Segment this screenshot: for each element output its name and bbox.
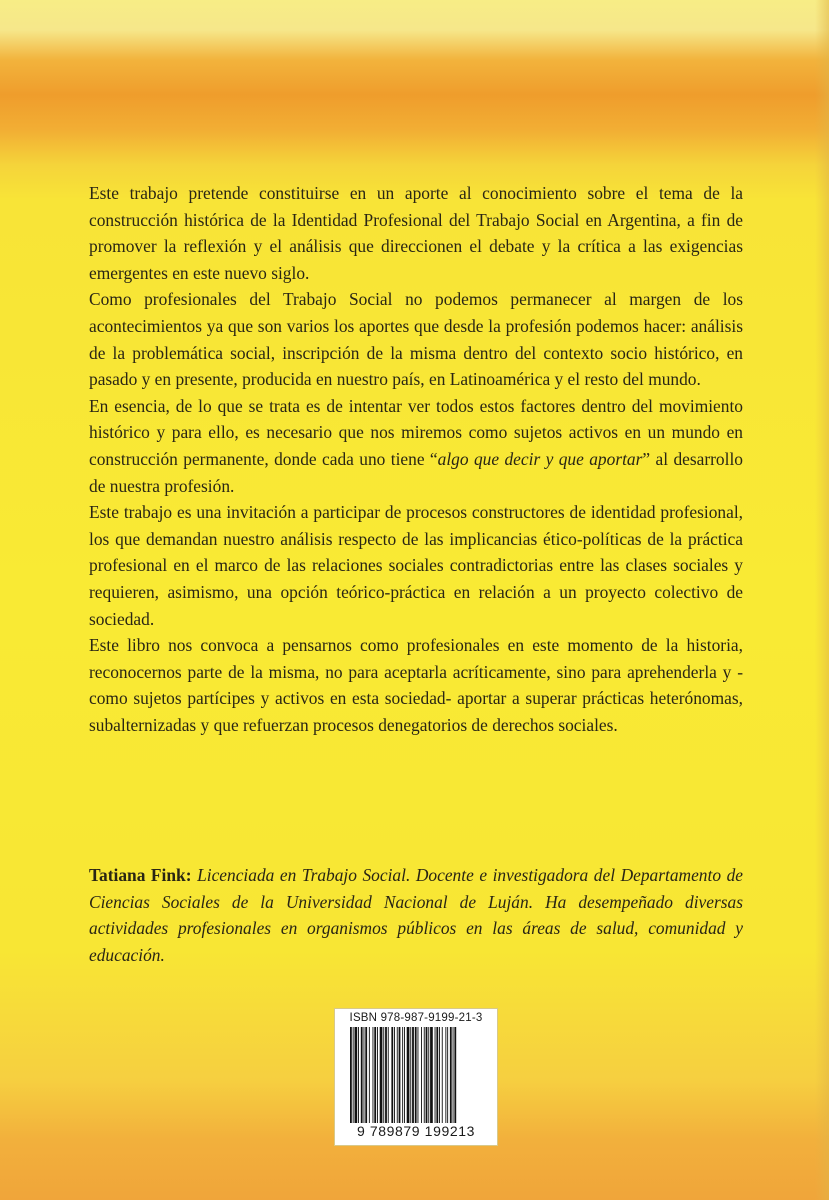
- cover-edge-shadow: [815, 0, 829, 1200]
- author-description: Licenciada en Trabajo Social. Docente e investigadora del Departamento de Ciencias Sociales de la Universidad Nacional de Luján. Ha desempeñado diversas actividades profesionales en organismos públicos en las áreas de salud, comunidad y educación.: [89, 865, 743, 965]
- isbn-label: ISBN 978-987-9199-21-3: [349, 1012, 483, 1024]
- barcode-digits: 9 789879 199213: [357, 1123, 475, 1139]
- paragraph-3-text-end: ” al desarrollo de nuestra profesión.: [89, 448, 743, 496]
- paragraph-3-quote: algo que decir y que aportar: [437, 448, 643, 469]
- author-name: Tatiana Fink:: [89, 865, 192, 885]
- paragraph-3-text-start: En esencia, de lo que se trata es de intentar ver todos estos factores dentro del movimiento histórico y para ello, es necesario que nos miremos como sujetos activos en un mundo en construcción permanente, donde cada uno tiene “: [89, 395, 743, 469]
- synopsis-paragraph-2: Como profesionales del Trabajo Social no podemos permanecer al margen de los acontecimientos ya que son varios los aportes que desde la profesión podemos hacer: análisis de la problemática social, inscripción de la misma dentro del contexto socio histórico, en pasado y en presente, producida en nuestro país, en Latinoamérica y el resto del mundo.: [89, 289, 743, 390]
- isbn-barcode: [334, 1008, 498, 1146]
- synopsis-text: [89, 180, 743, 738]
- synopsis-paragraph-5: Este libro nos convoca a pensarnos como profesionales en este momento de la historia, reconocernos parte de la misma, no para aceptarla acríticamente, sino para aprehenderla y -como sujetos partícipes y activos en esta sociedad- aportar a superar prácticas heterónomas, subalternizadas y que refuerzan procesos denegatorios de derechos sociales.: [89, 635, 743, 735]
- synopsis-paragraph-1: Este trabajo pretende constituirse en un aporte al conocimiento sobre el tema de la construcción histórica de la Identidad Profesional del Trabajo Social en Argentina, a fin de promover la reflexión y el análisis que direccionen el debate y la crítica a las exigencias emergentes en este nuevo siglo.: [89, 183, 743, 283]
- synopsis-paragraph-3: [89, 393, 743, 499]
- barcode-bars: [349, 1027, 483, 1123]
- synopsis-paragraph-4: Este trabajo es una invitación a participar de procesos constructores de identidad profesional, los que demandan nuestro análisis respecto de las implicancias ético-políticas de la práctica profesional en el marco de las relaciones sociales contradictorias entre las clases sociales y requieren, asimismo, una opción teórico-práctica en relación a un proyecto colectivo de sociedad.: [89, 502, 743, 629]
- author-bio: [89, 862, 743, 968]
